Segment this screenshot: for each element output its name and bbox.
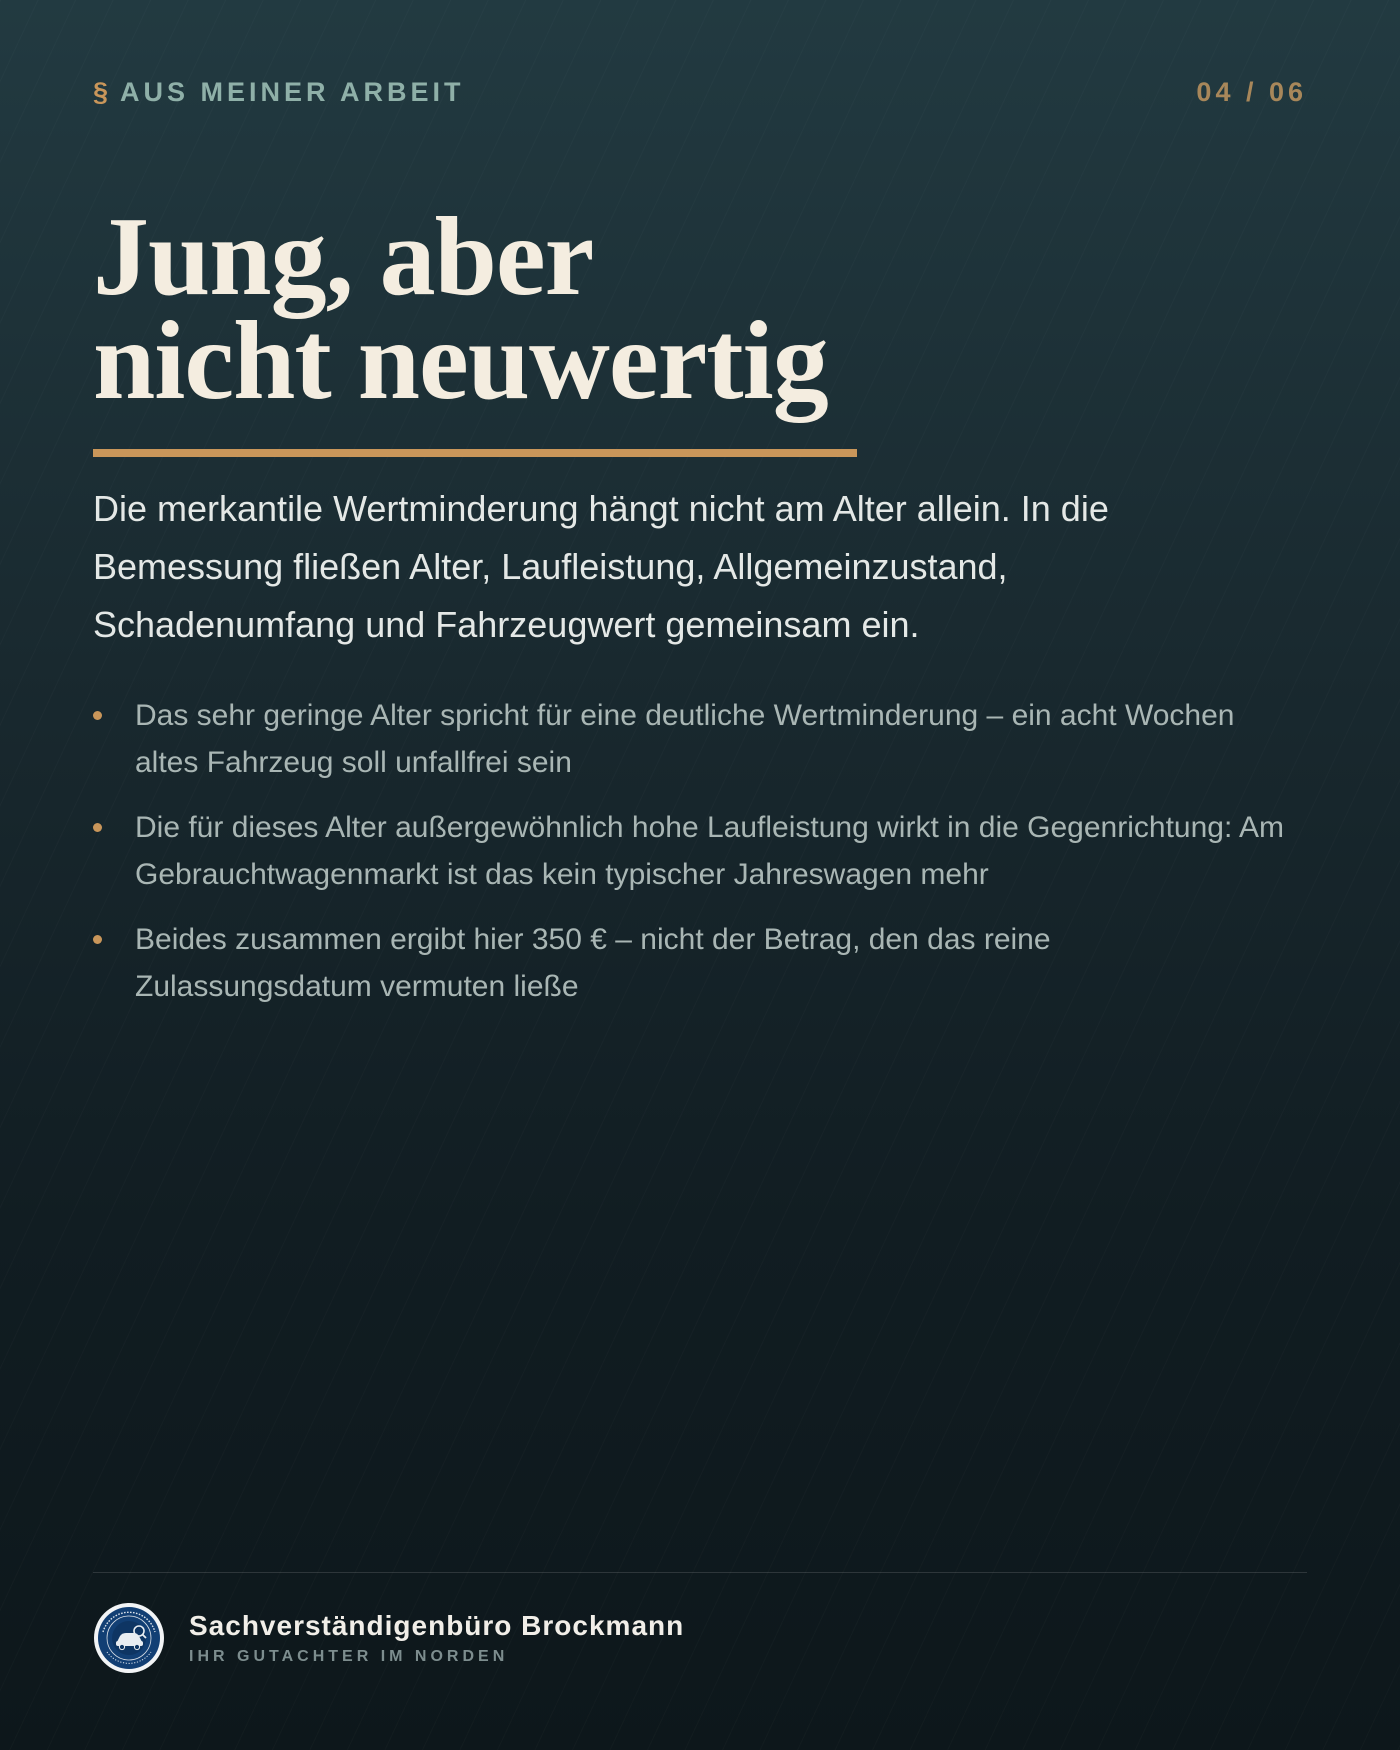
title-underline xyxy=(93,449,857,457)
page-indicator: 04 / 06 xyxy=(1196,76,1307,107)
top-bar xyxy=(93,72,1307,112)
bullet-item xyxy=(93,804,1293,898)
title-line-1: Jung, aber xyxy=(93,195,594,319)
brand-name: Sachverständigenbüro Brockmann xyxy=(189,1610,685,1641)
slide-title xyxy=(93,195,828,423)
section-kicker xyxy=(93,77,465,108)
footer xyxy=(93,1602,684,1674)
bullet-item xyxy=(93,916,1293,1010)
footer-divider xyxy=(93,1572,1307,1573)
brand-tagline: IHR GUTACHTER IM NORDEN xyxy=(189,1648,509,1665)
bullet-item xyxy=(93,692,1293,786)
brand-seal-icon xyxy=(93,1602,165,1674)
bullet-dot-icon xyxy=(93,935,102,944)
brand-text xyxy=(189,1610,684,1666)
bullet-dot-icon xyxy=(93,823,102,832)
section-label: AUS MEINER ARBEIT xyxy=(120,76,465,107)
title-line-2: nicht neuwertig xyxy=(93,299,828,423)
bullet-text: Das sehr geringe Alter spricht für eine deutliche Wertminderung – ein acht Wochen altes Fahrzeug soll unfallfrei sein xyxy=(135,699,1235,779)
section-symbol: § xyxy=(93,76,109,107)
bullet-text: Beides zusammen ergibt hier 350 € – nicht der Betrag, den das reine Zulassungsdatum vermuten ließe xyxy=(135,923,1051,1003)
bullet-text: Die für dieses Alter außergewöhnlich hohe Laufleistung wirkt in die Gegenrichtung: Am Gebrauchtwagenmarkt ist das kein typischer Jahreswagen mehr xyxy=(135,811,1284,891)
bullet-list xyxy=(93,692,1293,1028)
bullet-dot-icon xyxy=(93,711,102,720)
lead-paragraph: Die merkantile Wertminderung hängt nicht am Alter allein. In die Bemessung fließen Alter, Laufleistung, Allgemeinzustand, Schadenumfang und Fahrzeugwert gemeinsam ein. xyxy=(93,488,1109,645)
